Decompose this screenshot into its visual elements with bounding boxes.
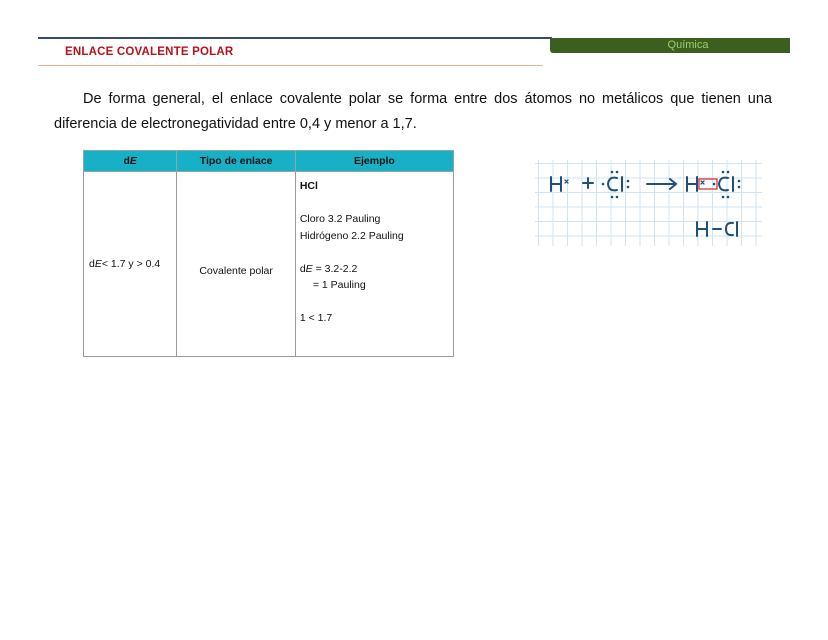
subject-tab — [550, 38, 790, 53]
header-top-rule — [38, 37, 552, 39]
lewis-drawing — [535, 160, 762, 246]
example-calc: dE = 3.2-2.2 — [299, 262, 358, 275]
title-underline — [38, 65, 543, 66]
table-row — [84, 172, 454, 357]
spacer — [300, 244, 449, 261]
example-hydrogen: Hidrógeno 2.2 Pauling — [299, 229, 404, 242]
header-type: Tipo de enlace — [177, 151, 295, 172]
section-title: ENLACE COVALENTE POLAR — [65, 46, 234, 58]
example-compound: HCl — [299, 180, 318, 192]
subject-label: Química — [667, 39, 709, 51]
lewis-structure-diagram — [535, 160, 762, 246]
intro-text: De forma general, el enlace covalente polar se forma entre dos átomos no metálicos que tienen una diferencia de electronegatividad entre 0,4 y menor a 1,7. — [54, 91, 772, 132]
header-de: dE — [84, 151, 177, 172]
cell-example — [295, 172, 453, 357]
example-result: = 1 Pauling — [312, 279, 366, 291]
bond-table — [83, 150, 454, 357]
spacer — [300, 294, 449, 311]
example-comparison: 1 < 1.7 — [299, 312, 333, 324]
header-example: Ejemplo — [295, 151, 453, 172]
example-chlorine: Cloro 3.2 Pauling — [299, 213, 381, 225]
intro-paragraph — [54, 87, 772, 137]
spacer — [300, 195, 449, 212]
cell-type: Covalente polar — [177, 172, 295, 357]
table-header-row — [84, 151, 454, 172]
cell-de: dE< 1.7 y > 0.4 — [84, 172, 177, 357]
